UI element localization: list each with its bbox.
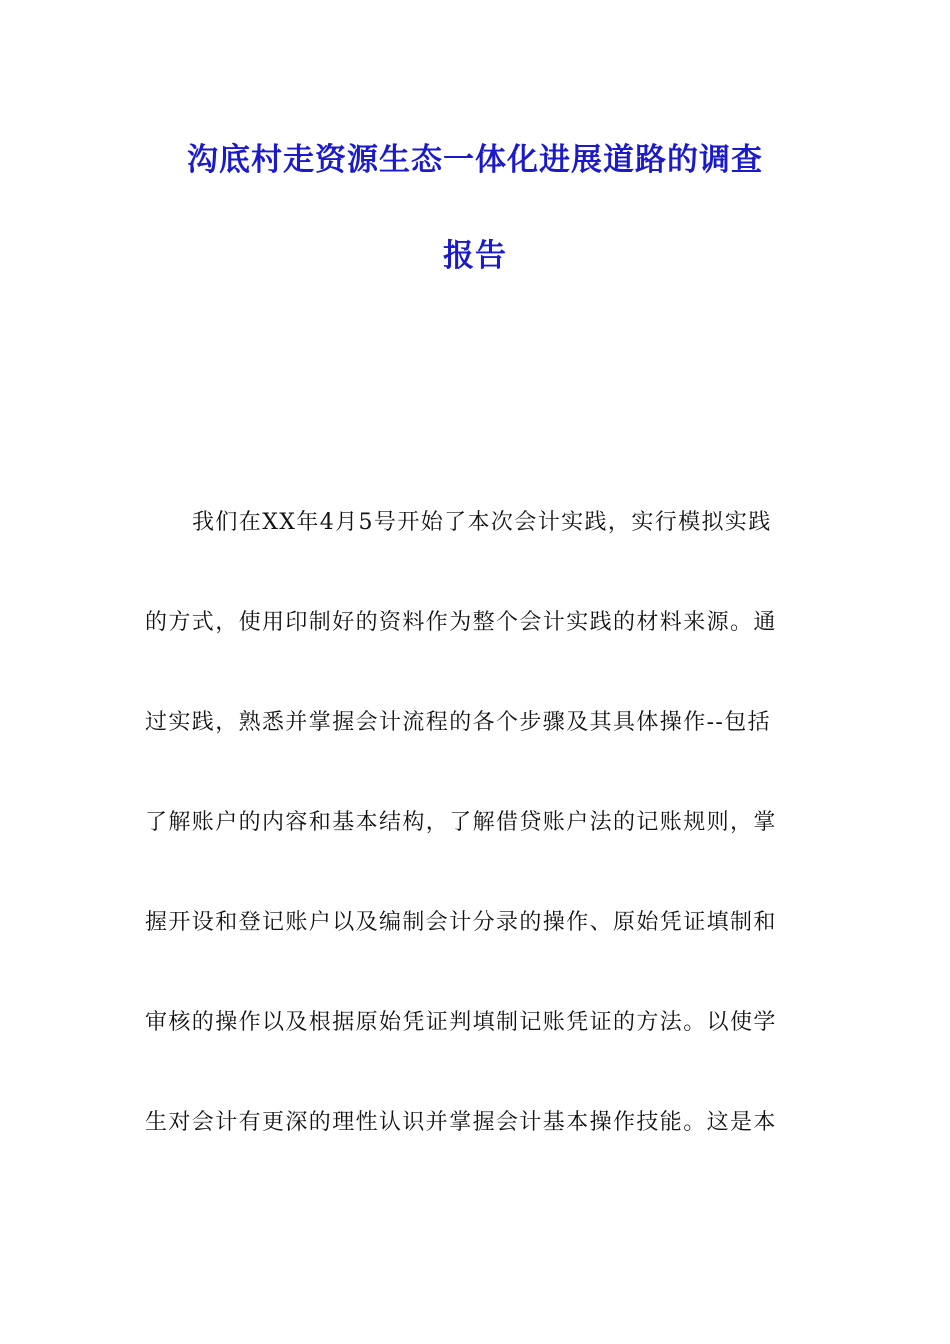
paragraph-line-1: 我们在XX年4月5号开始了本次会计实践，实行模拟实践 [192, 510, 772, 535]
document-title-line-2: 报告 [443, 238, 507, 274]
paragraph-line-7: 生对会计有更深的理性认识并掌握会计基本操作技能。这是本 [145, 1110, 777, 1135]
paragraph-line-5: 握开设和登记账户以及编制会计分录的操作、原始凭证填制和 [145, 910, 777, 935]
paragraph-line-2: 的方式，使用印制好的资料作为整个会计实践的材料来源。通 [145, 610, 777, 635]
paragraph-line-4: 了解账户的内容和基本结构，了解借贷账户法的记账规则，掌 [145, 810, 777, 835]
document-title-line-1: 沟底村走资源生态一体化进展道路的调查 [187, 142, 763, 178]
paragraph-line-3: 过实践，熟悉并掌握会计流程的各个步骤及其具体操作--包括 [145, 710, 772, 735]
paragraph-line-6: 审核的操作以及根据原始凭证判填制记账凭证的方法。以使学 [145, 1010, 777, 1035]
